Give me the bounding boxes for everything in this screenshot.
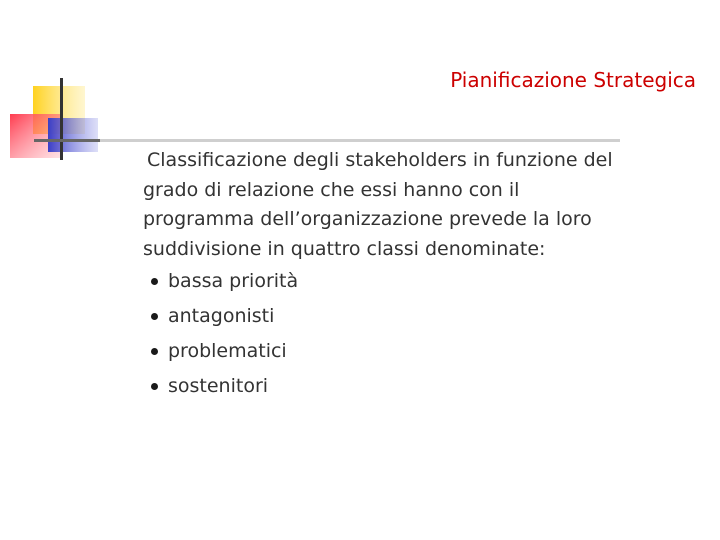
list-item-label: bassa priorità	[168, 269, 299, 292]
bullet-icon	[151, 313, 158, 320]
slide-body	[143, 146, 683, 404]
title-divider-accent	[34, 139, 100, 142]
deco-blue-square	[48, 118, 98, 152]
classes-list	[143, 264, 683, 404]
list-item-label: antagonisti	[168, 304, 275, 327]
intro-line: Classificazione degli stakeholders in funzione del	[147, 149, 613, 171]
list-item-label: problematici	[168, 339, 287, 362]
intro-paragraph	[143, 146, 683, 264]
bullet-icon	[151, 348, 158, 355]
list-item	[143, 264, 683, 299]
deco-vertical-line	[60, 78, 63, 160]
list-item	[143, 369, 683, 404]
list-item	[143, 299, 683, 334]
decorative-squares-logo	[0, 0, 120, 170]
title-divider	[34, 139, 620, 142]
bullet-icon	[151, 383, 158, 390]
intro-line: suddivisione in quattro classi denominate:	[143, 237, 546, 260]
slide-title: Pianificazione Strategica	[450, 68, 696, 92]
list-item	[143, 334, 683, 369]
list-item-label: sostenitori	[168, 374, 269, 397]
bullet-icon	[151, 278, 158, 285]
intro-line: programma dell’organizzazione prevede la loro	[143, 208, 592, 230]
intro-line: grado di relazione che essi hanno con il	[143, 178, 520, 201]
